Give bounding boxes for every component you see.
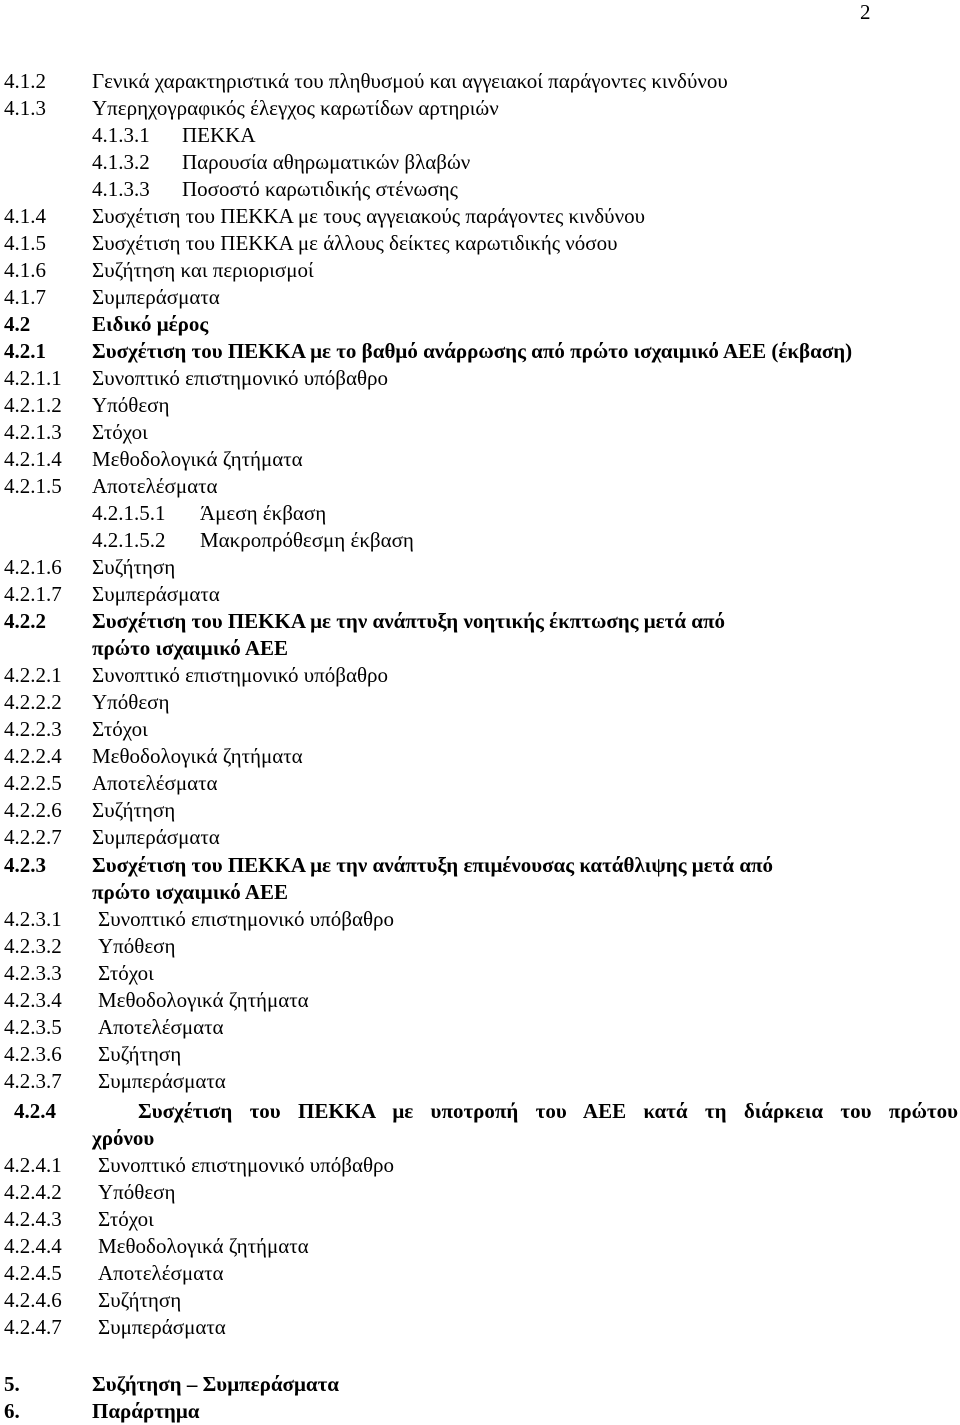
toc-entry [0, 1206, 960, 1233]
toc-entry-title: Συμπεράσματα [92, 825, 220, 849]
toc-entry-number: 4.2.1.1 [4, 366, 62, 390]
toc-entry [0, 1098, 960, 1125]
toc-entry [0, 203, 960, 230]
toc-entry-number: 4.1.7 [4, 285, 46, 309]
toc-entry-title: χρόνου [92, 1126, 155, 1150]
toc-entry-title: Συζήτηση – Συμπεράσματα [92, 1372, 339, 1396]
toc-entry [0, 95, 960, 122]
toc-entry-title: Αποτελέσματα [98, 1015, 224, 1039]
toc-entry [0, 446, 960, 473]
toc-entry-title: πρώτο ισχαιμικό ΑΕΕ [92, 636, 289, 660]
toc-entry-title: Στόχοι [98, 961, 154, 985]
toc-entry-title: Συνοπτικό επιστημονικό υπόβαθρο [98, 907, 394, 931]
toc-entry [0, 581, 960, 608]
toc-entry [0, 554, 960, 581]
toc-entry-title: Συσχέτιση του ΠΕΚΚΑ με το βαθμό ανάρρωσης από πρώτο ισχαιμικό ΑΕΕ (έκβαση) [92, 339, 853, 363]
toc-entry-number: 4.2.1.5.1 [92, 501, 166, 525]
toc-entry-title: Υπόθεση [92, 393, 170, 417]
toc-entry [0, 1125, 960, 1152]
toc-entry-number: 4.2.1.5.2 [92, 528, 166, 552]
toc-entry-title: Υπερηχογραφικός έλεγχος καρωτίδων αρτηριών [92, 96, 499, 120]
toc-entry-number: 4.2.1.4 [4, 447, 62, 471]
toc-entry-number: 4.2.1.6 [4, 555, 62, 579]
toc-entry [0, 662, 960, 689]
toc-entry [0, 1371, 960, 1398]
toc-entry-title: Συζήτηση [92, 555, 176, 579]
toc-entry-title: Στόχοι [92, 717, 148, 741]
toc-entry-title: Ειδικό μέρος [92, 312, 209, 336]
toc-entry [0, 797, 960, 824]
toc-entry-number: 4.2.4.1 [4, 1153, 62, 1177]
toc-entry [0, 770, 960, 797]
page-number: 2 [860, 0, 871, 24]
toc-entry [0, 1314, 960, 1341]
toc-entry [0, 879, 960, 906]
toc-entry-title: Συζήτηση και περιορισμοί [92, 258, 314, 282]
toc-entry [0, 1014, 960, 1041]
toc-entry [0, 122, 960, 149]
toc-entry [0, 311, 960, 338]
toc-entry-title: Συμπεράσματα [98, 1315, 226, 1339]
toc-entry [0, 338, 960, 365]
toc-entry [0, 68, 960, 95]
toc-entry-number: 4.1.4 [4, 204, 46, 228]
toc-entry-number: 4.2.4.5 [4, 1261, 62, 1285]
toc-entry-number: 4.2.2.4 [4, 744, 62, 768]
toc-entry-title: Αποτελέσματα [98, 1261, 224, 1285]
toc-entry [0, 1287, 960, 1314]
toc-entry-title: Στόχοι [98, 1207, 154, 1231]
toc-entry-number: 4.2.1.5 [4, 474, 62, 498]
toc-entry-title: Μακροπρόθεσμη έκβαση [200, 528, 414, 552]
toc-entry-title: Υπόθεση [92, 690, 170, 714]
toc-entry-title: Συσχέτιση του ΠΕΚΚΑ με την ανάπτυξη νοητικής έκπτωσης μετά από [92, 609, 726, 633]
toc-entry-title: Συσχέτιση του ΠΕΚΚΑ με υποτροπή του ΑΕΕ κατά τη διάρκεια του πρώτου [138, 1099, 958, 1123]
toc-entry-title: Συζήτηση [92, 798, 176, 822]
toc-entry-number: 4.2.4.7 [4, 1315, 62, 1339]
toc-entry-title: Συνοπτικό επιστημονικό υπόβαθρο [92, 366, 388, 390]
toc-entry-title: Άμεση έκβαση [200, 501, 327, 525]
toc-entry-number: 4.2.2.5 [4, 771, 62, 795]
toc-entry [0, 500, 960, 527]
toc-entry-title: Στόχοι [92, 420, 148, 444]
toc-entry-title: Ποσοστό καρωτιδικής στένωσης [182, 177, 458, 201]
toc-entry-number: 4.1.6 [4, 258, 46, 282]
toc-entry-number: 5. [4, 1372, 20, 1396]
toc-entry-number: 4.2.3.1 [4, 907, 62, 931]
toc-entry-title: Γενικά χαρακτηριστικά του πληθυσμού και αγγειακοί παράγοντες κινδύνου [92, 69, 728, 93]
toc-entry [0, 635, 960, 662]
toc-entry-title: Μεθοδολογικά ζητήματα [98, 1234, 309, 1258]
toc-entry-number: 4.2.2.3 [4, 717, 62, 741]
toc-entry-number: 4.2.4 [14, 1099, 56, 1123]
toc-entry-number: 4.2.2.7 [4, 825, 62, 849]
toc-entry-number: 4.2.2.2 [4, 690, 62, 714]
toc-entry [0, 1260, 960, 1287]
toc-entry [0, 1398, 960, 1425]
toc-entry [0, 392, 960, 419]
toc-entry-number: 4.2.3.6 [4, 1042, 62, 1066]
toc-entry-title: Αποτελέσματα [92, 771, 218, 795]
toc-entry-title: Συζήτηση [98, 1042, 182, 1066]
toc-entry-title: Μεθοδολογικά ζητήματα [92, 744, 303, 768]
toc-entry [0, 1068, 960, 1095]
toc-entry [0, 960, 960, 987]
toc-entry-title: ΠΕΚΚΑ [182, 123, 256, 147]
toc-entry-number: 4.2.1 [4, 339, 46, 363]
toc-entry-number: 4.1.2 [4, 69, 46, 93]
toc-entry [0, 608, 960, 635]
toc-entry-number: 4.2.3.3 [4, 961, 62, 985]
toc-entry-number: 4.1.3.2 [92, 150, 150, 174]
toc-entry [0, 527, 960, 554]
toc-entry [0, 716, 960, 743]
toc-entry-number: 4.2.3.7 [4, 1069, 62, 1093]
toc-entry-title: Συσχέτιση του ΠΕΚΚΑ με την ανάπτυξη επιμένουσας κατάθλιψης μετά από [92, 853, 774, 877]
toc-entry-title: Παράρτημα [92, 1399, 200, 1423]
toc-entry [0, 987, 960, 1014]
toc-entry-number: 6. [4, 1399, 20, 1423]
toc-entry-number: 4.2.4.3 [4, 1207, 62, 1231]
toc-entry-number: 4.2.2 [4, 609, 46, 633]
toc-entry [0, 1041, 960, 1068]
toc-entry-title: Υπόθεση [98, 1180, 176, 1204]
toc-entry [0, 824, 960, 851]
toc-entry [0, 1152, 960, 1179]
toc-entry-title: Συμπεράσματα [98, 1069, 226, 1093]
toc-entry-number: 4.2.4.6 [4, 1288, 62, 1312]
toc-entry-title: Συμπεράσματα [92, 285, 220, 309]
toc-entry-number: 4.2.3 [4, 853, 46, 877]
toc-entry-number: 4.2.1.2 [4, 393, 62, 417]
toc-entry-number: 4.2.3.2 [4, 934, 62, 958]
toc-entry [0, 149, 960, 176]
toc-entry-number: 4.2.4.2 [4, 1180, 62, 1204]
toc-entry [0, 176, 960, 203]
toc-entry [0, 743, 960, 770]
toc-entry-number: 4.2.4.4 [4, 1234, 62, 1258]
toc-entry-title: Μεθοδολογικά ζητήματα [92, 447, 303, 471]
toc-entry-number: 4.2.1.7 [4, 582, 62, 606]
toc-entry [0, 852, 960, 879]
toc-entry-title: Συμπεράσματα [92, 582, 220, 606]
toc-entry-title: Συνοπτικό επιστημονικό υπόβαθρο [92, 663, 388, 687]
toc-entry [0, 257, 960, 284]
toc-entry-number: 4.2.2.1 [4, 663, 62, 687]
toc-entry-number: 4.2.2.6 [4, 798, 62, 822]
toc-entry-title: Παρουσία αθηρωματικών βλαβών [182, 150, 471, 174]
toc-entry-number: 4.2 [4, 312, 31, 336]
toc-entry [0, 230, 960, 257]
toc-entry [0, 906, 960, 933]
toc-entry-number: 4.2.1.3 [4, 420, 62, 444]
toc-entry [0, 365, 960, 392]
toc-entry [0, 1179, 960, 1206]
toc-entry-title: Συσχέτιση του ΠΕΚΚΑ με τους αγγειακούς παράγοντες κινδύνου [92, 204, 645, 228]
toc-entry-title: πρώτο ισχαιμικό ΑΕΕ [92, 880, 289, 904]
toc-entry-number: 4.2.3.4 [4, 988, 62, 1012]
toc-entry-number: 4.1.3.1 [92, 123, 150, 147]
toc-entry-title: Μεθοδολογικά ζητήματα [98, 988, 309, 1012]
toc-entry-title: Αποτελέσματα [92, 474, 218, 498]
toc-entry [0, 284, 960, 311]
toc-entry [0, 419, 960, 446]
toc-entry [0, 689, 960, 716]
toc-entry-title: Συνοπτικό επιστημονικό υπόβαθρο [98, 1153, 394, 1177]
toc-entry-number: 4.1.5 [4, 231, 46, 255]
toc-entry [0, 933, 960, 960]
toc-entry-number: 4.2.3.5 [4, 1015, 62, 1039]
toc-entry-title: Υπόθεση [98, 934, 176, 958]
toc-entry-number: 4.1.3.3 [92, 177, 150, 201]
toc-entry [0, 473, 960, 500]
toc-entry-title: Συζήτηση [98, 1288, 182, 1312]
toc-entry-title: Συσχέτιση του ΠΕΚΚΑ με άλλους δείκτες καρωτιδικής νόσου [92, 231, 618, 255]
toc-entry [0, 1233, 960, 1260]
toc-entry-number: 4.1.3 [4, 96, 46, 120]
